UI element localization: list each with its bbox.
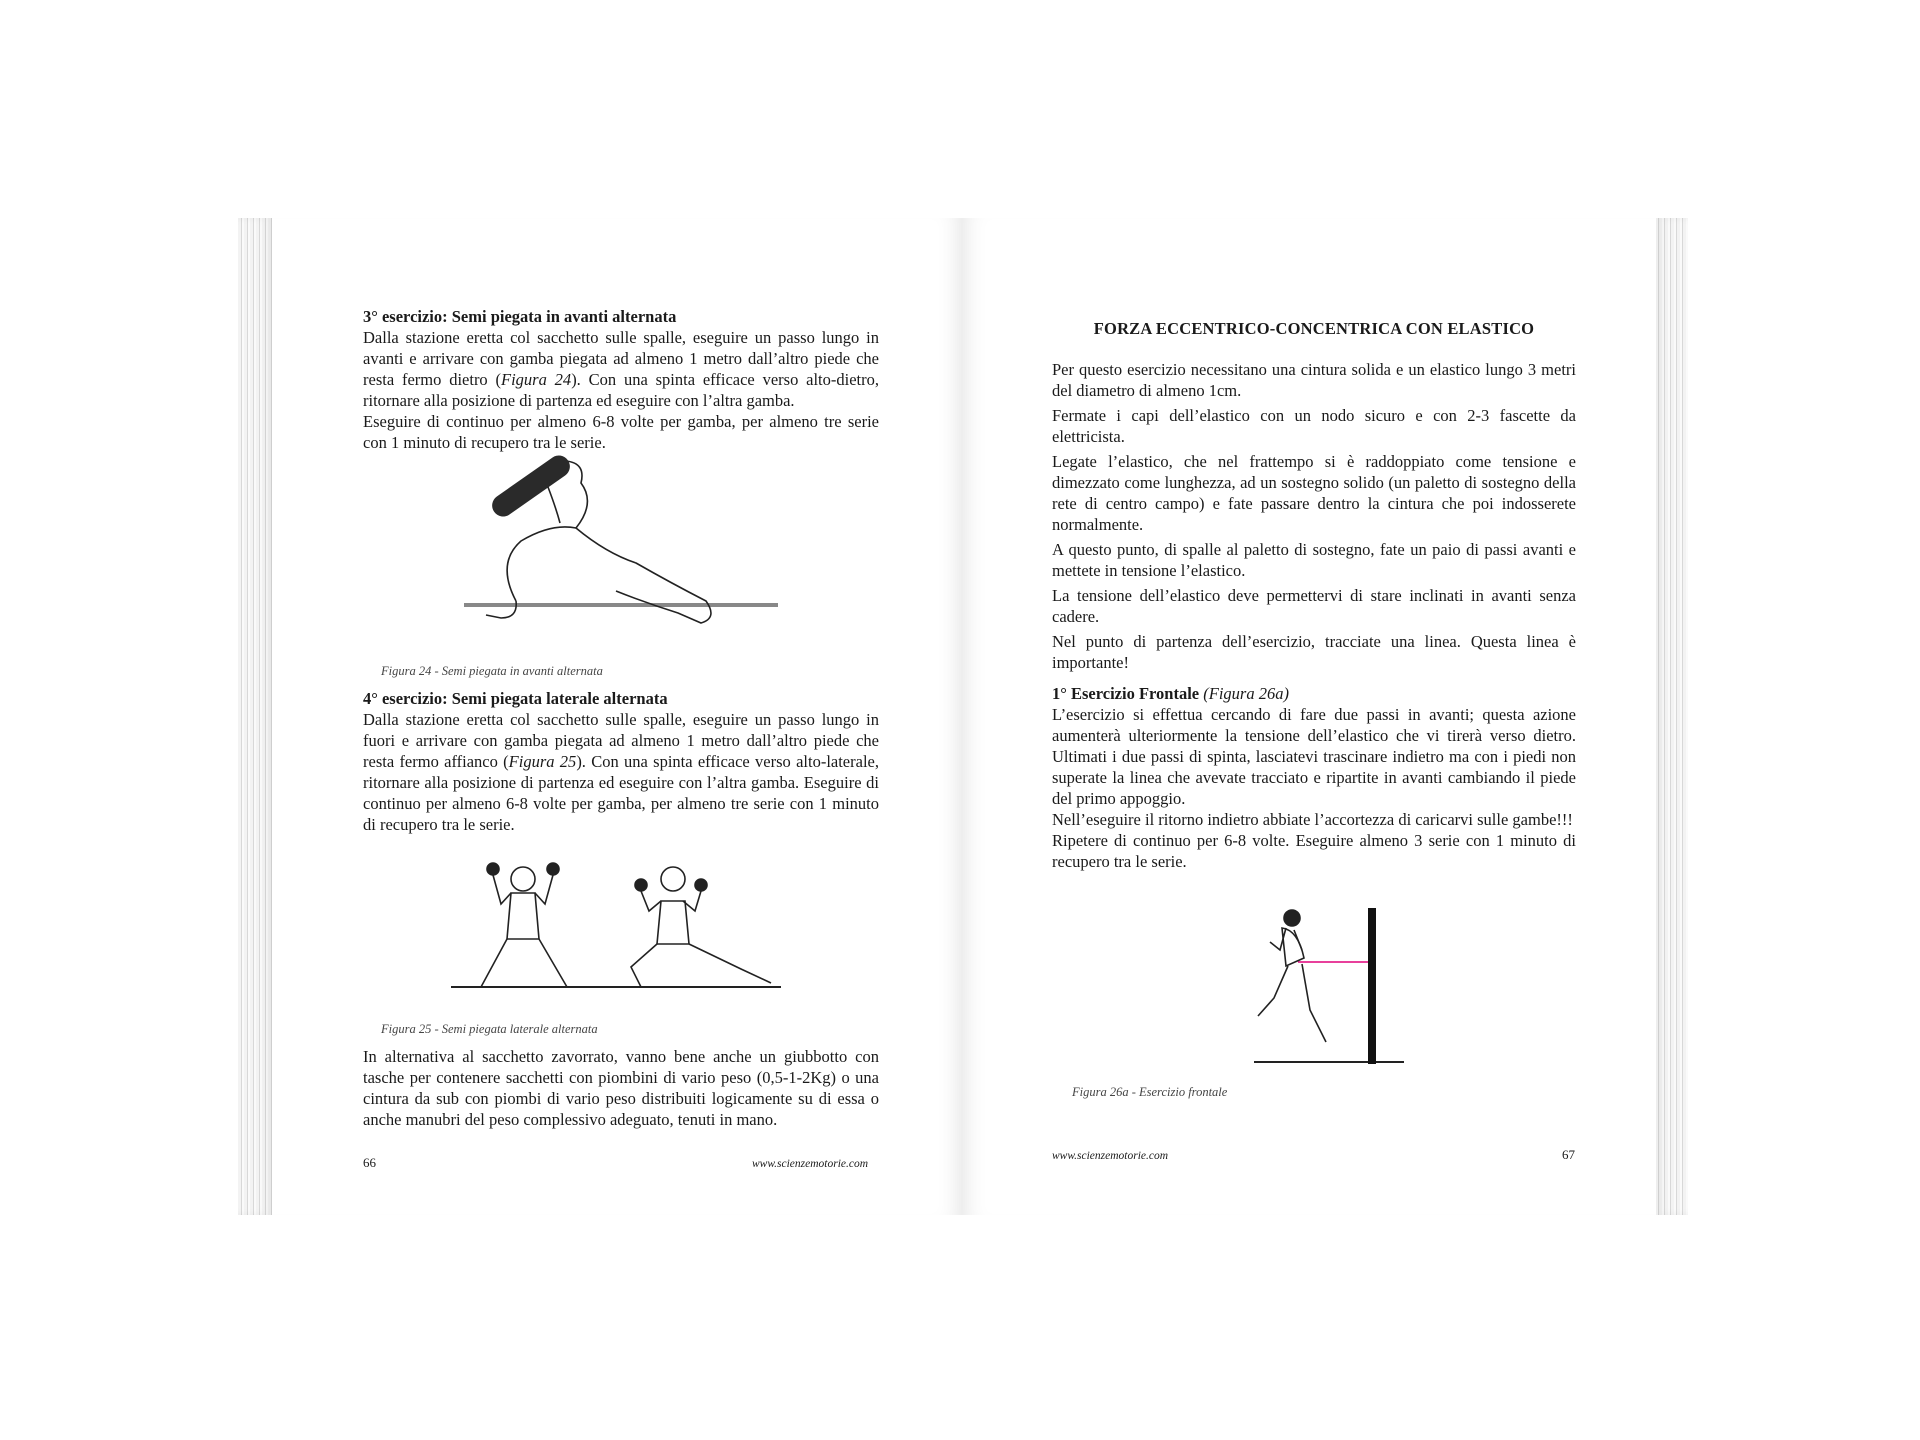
right-page — [962, 218, 1656, 1215]
exercise-3-text — [363, 327, 879, 411]
paragraph-5: La tensione dell’elastico deve permettervi di stare inclinati in avanti senza cadere. — [1052, 586, 1576, 626]
right-page-content — [1052, 318, 1576, 1103]
exercise-4-text-a: Dalla stazione eretta col sacchetto sulle spalle, eseguire un passo lungo in fuori e arrivare con gamba piegata ad almeno 1 metro dall’altro piede che resta fermo affianco ( — [363, 710, 879, 771]
figure-25-caption: Figura 25 - Semi piegata laterale alternata — [381, 1022, 598, 1036]
paragraph-2: Fermate i capi dell’elastico con un nodo sicuro e con 2-3 fascette da elettricista. — [1052, 406, 1576, 446]
alternative-weights-text: In alternativa al sacchetto zavorrato, vanno bene anche un giubbotto con tasche per contenere sacchetti con piombini di vario peso (0,5-1-2Kg) o una cintura da sub con piombi di vario peso distribuiti logicamente su di essa o anche manubri del peso complessivo adeguato, tenuti in mano. — [363, 1047, 879, 1129]
paragraph-1: Per questo esercizio necessitano una cintura solida e un elastico lungo 3 metri del diametro di almeno 1cm. — [1052, 360, 1576, 400]
footer-url-left: www.scienzemotorie.com — [752, 1158, 869, 1170]
figure-26a-ref: (Figura 26a) — [1203, 684, 1289, 703]
support-post — [1368, 908, 1376, 1064]
exercise-4-text — [363, 709, 879, 835]
figure-26a-elastic-run-illustration — [1214, 900, 1414, 1070]
exercise-1-text-3: Ripetere di continuo per 6-8 volte. Eseguire almeno 3 serie con 1 minuto di recupero tra le serie. — [1052, 831, 1576, 871]
exercise-4-text-b: ). Con una spinta efficace verso alto-laterale, ritornare alla posizione di partenza ed eseguire con l’altra gamba. Eseguire di continuo per almeno 6-8 volte per gamba, per almeno tre serie con 1 minuto di recupero tra le serie. — [363, 752, 879, 834]
section-title: FORZA ECCENTRICO-CONCENTRICA CON ELASTICO — [1093, 319, 1535, 338]
figure-24-ref: Figura 24 — [501, 370, 572, 389]
left-page — [272, 218, 962, 1215]
paragraph-4: A questo punto, di spalle al paletto di sostegno, fate un paio di passi avanti e mettete in tensione l’elastico. — [1052, 540, 1576, 580]
figure-26a-caption: Figura 26a - Esercizio frontale — [1072, 1085, 1228, 1099]
page-number-left: 66 — [363, 1155, 376, 1170]
figure-25-side-lunge-illustration — [451, 849, 791, 1009]
exercise-1-heading — [1052, 683, 1576, 704]
footer-url-right: www.scienzemotorie.com — [1052, 1150, 1169, 1162]
exercise-3-text-b: ). Con una spinta efficace verso alto-dietro, ritornare alla posizione di partenza ed eseguire con l’altra gamba. — [363, 370, 879, 410]
exercise-3-text-a: Dalla stazione eretta col sacchetto sulle spalle, eseguire un passo lungo in avanti e arrivare con gamba piegata ad almeno 1 metro dall’altro piede che resta fermo dietro ( — [363, 328, 879, 389]
exercise-4-title: 4° esercizio: Semi piegata laterale alternata — [363, 689, 668, 708]
exercise-1-text-2: Nell’eseguire il ritorno indietro abbiate l’accortezza di caricarvi sulle gambe!!! — [1052, 810, 1573, 829]
open-book — [238, 218, 1688, 1215]
page-stack-left — [238, 218, 272, 1215]
exercise-1-title: 1° Esercizio Frontale — [1052, 684, 1200, 703]
figure-lunging — [631, 867, 771, 987]
figure-24-lunge-illustration — [456, 453, 786, 653]
figure-25-ref: Figura 25 — [508, 752, 577, 771]
paragraph-6: Nel punto di partenza dell’esercizio, tracciate una linea. Questa linea è importante! — [1052, 632, 1576, 672]
exercise-3-repetitions: Eseguire di continuo per almeno 6-8 volte per gamba, per almeno tre serie con 1 minuto di recupero tra le serie. — [363, 412, 879, 452]
paragraph-3: Legate l’elastico, che nel frattempo si è raddoppiato come tensione e dimezzato come lunghezza, ad un sostegno solido (un paletto di sostegno della rete di centro campo) e fate passare dentro la cintura che poi indosserete normalmente. — [1052, 452, 1576, 534]
page-stack-right — [1656, 218, 1688, 1215]
figure-standing — [481, 863, 567, 987]
exercise-3-title: 3° esercizio: Semi piegata in avanti alternata — [363, 307, 677, 326]
figure-24-caption: Figura 24 - Semi piegata in avanti alternata — [381, 664, 603, 678]
page-number-right: 67 — [1562, 1147, 1575, 1162]
left-page-content — [363, 306, 879, 1130]
exercise-1-text: L’esercizio si effettua cercando di fare due passi in avanti; questa azione aumenterà ulteriormente la tensione dell’elastico che vi tirerà verso dietro. Ultimati i due passi di spinta, lasciatevi trascinare indietro ma con i piedi non superate la linea che avevate tracciato e ripartite in avanti cambiando il piede del primo appoggio. — [1052, 705, 1576, 808]
sandbag — [488, 453, 574, 521]
runner-figure — [1258, 910, 1326, 1042]
